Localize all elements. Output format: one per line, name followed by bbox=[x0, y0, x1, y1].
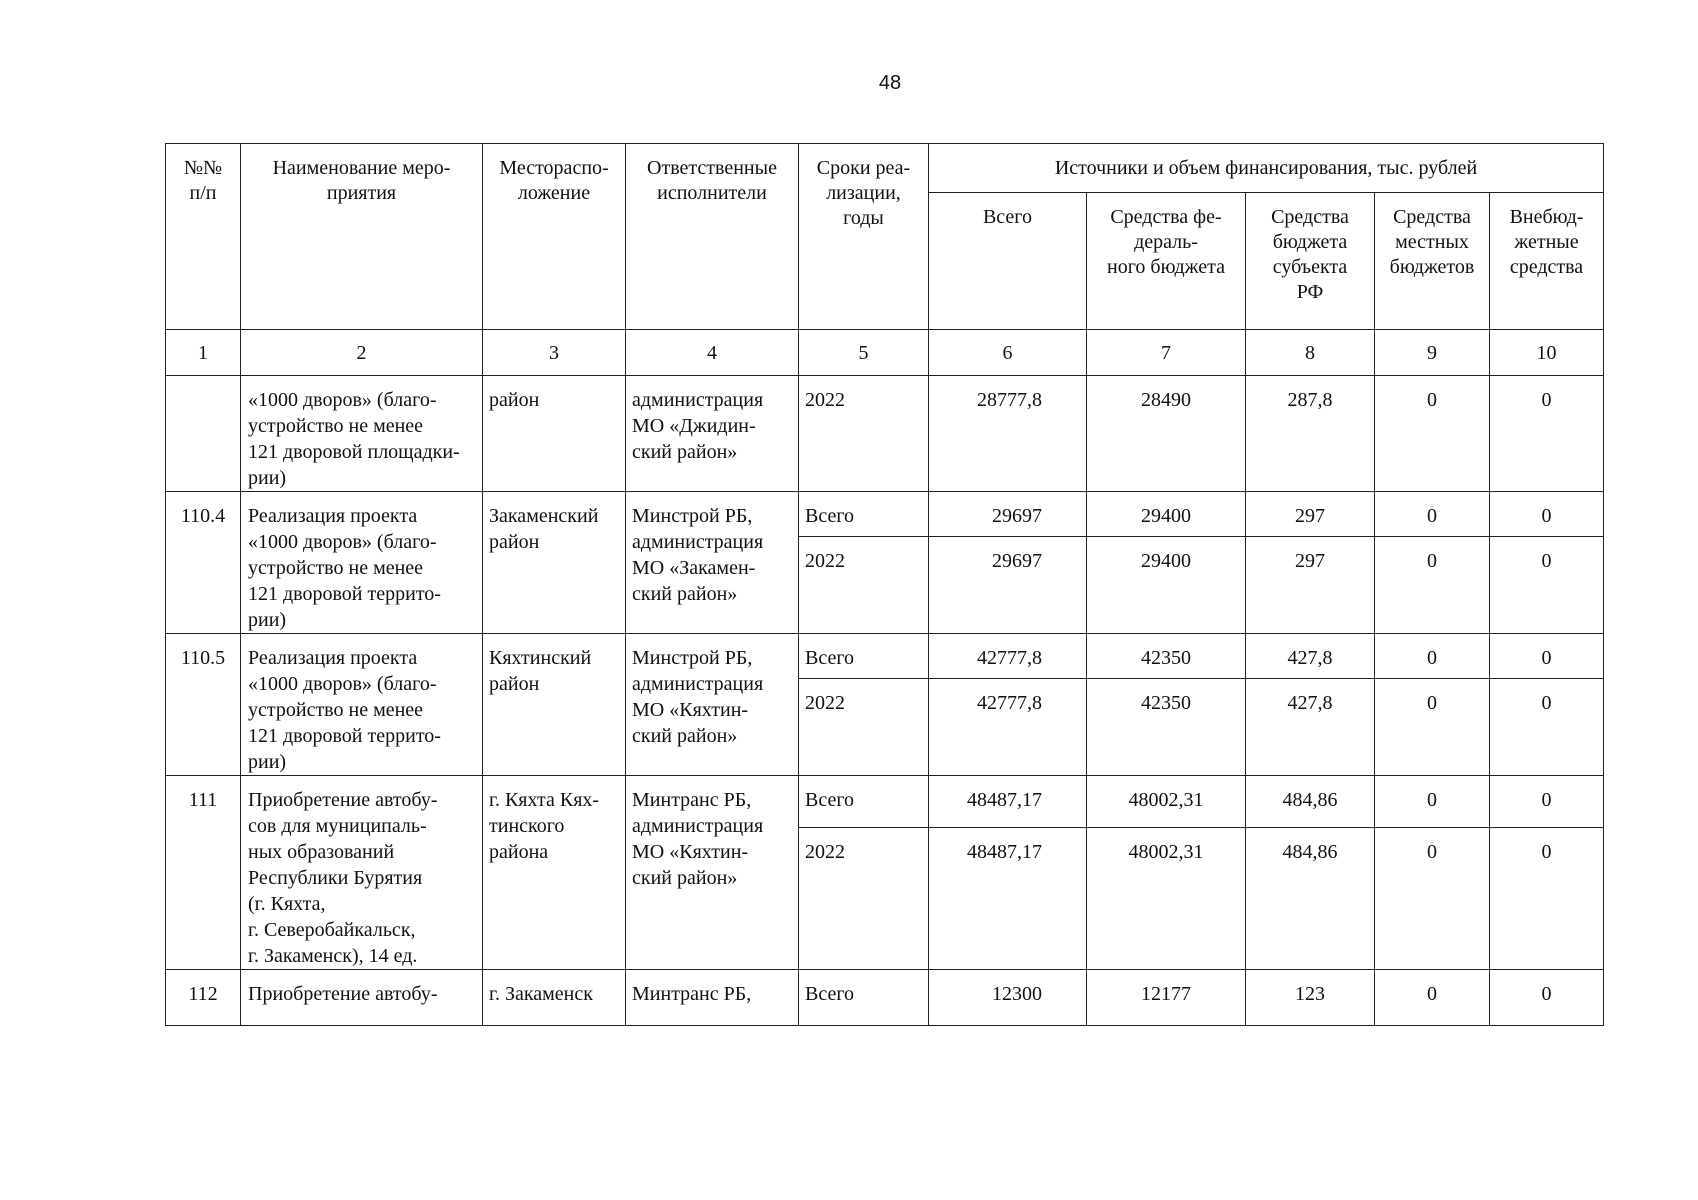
text-line: устройство не менее bbox=[248, 557, 424, 579]
text-line: средства bbox=[1509, 256, 1584, 278]
text-line: №№ bbox=[183, 157, 223, 179]
amount-regional: 123 bbox=[1246, 970, 1375, 1026]
amount-total: 42777,8 bbox=[929, 634, 1087, 679]
text-line: «1000 дворов» (благо- bbox=[248, 531, 437, 553]
header-total bbox=[929, 193, 1087, 330]
text-line: местных bbox=[1395, 231, 1469, 253]
amount-total: 29697 bbox=[929, 492, 1087, 537]
column-number: 7 bbox=[1087, 330, 1246, 376]
column-number: 1 bbox=[166, 330, 241, 376]
executors bbox=[626, 634, 799, 776]
table-row bbox=[166, 492, 1604, 537]
amount-regional: 287,8 bbox=[1246, 376, 1375, 492]
amount-federal: 42350 bbox=[1087, 634, 1246, 679]
amount-extra: 0 bbox=[1490, 679, 1604, 776]
header-row-top bbox=[166, 144, 1604, 193]
text-line: годы bbox=[843, 207, 884, 229]
executors bbox=[626, 776, 799, 970]
text-line: исполнители bbox=[657, 182, 767, 204]
text-line: г. Закаменск bbox=[489, 983, 593, 1005]
row-number: 112 bbox=[166, 970, 241, 1026]
text-line: ский район» bbox=[632, 725, 738, 747]
row-number: 110.5 bbox=[166, 634, 241, 776]
amount-local: 0 bbox=[1375, 492, 1490, 537]
text-line: район bbox=[489, 673, 540, 695]
text-line: «1000 дворов» (благо- bbox=[248, 389, 437, 411]
header-regional bbox=[1246, 193, 1375, 330]
header-period bbox=[799, 144, 929, 330]
text-line: 121 дворовой террито- bbox=[248, 725, 441, 747]
column-number: 10 bbox=[1490, 330, 1604, 376]
financing-table bbox=[165, 143, 1604, 1026]
text-line: Средства фе- bbox=[1110, 206, 1222, 228]
row-number bbox=[166, 376, 241, 492]
amount-local: 0 bbox=[1375, 634, 1490, 679]
text-line: МО «Закамен- bbox=[632, 557, 756, 579]
text-line: г. Северобайкальск, bbox=[248, 919, 416, 941]
amount-local: 0 bbox=[1375, 970, 1490, 1026]
table-row bbox=[166, 776, 1604, 828]
amount-federal: 42350 bbox=[1087, 679, 1246, 776]
row-number: 111 bbox=[166, 776, 241, 970]
amount-extra: 0 bbox=[1490, 970, 1604, 1026]
text-line: п/п bbox=[189, 182, 217, 204]
header-sources: Источники и объем финансирования, тыс. рублей bbox=[929, 144, 1604, 193]
text-line: тинского bbox=[489, 815, 565, 837]
amount-regional: 297 bbox=[1246, 492, 1375, 537]
text-line: рии) bbox=[248, 609, 287, 631]
amount-federal: 12177 bbox=[1087, 970, 1246, 1026]
amount-extra: 0 bbox=[1490, 376, 1604, 492]
period: 2022 bbox=[799, 828, 929, 970]
executors bbox=[626, 376, 799, 492]
period: Всего bbox=[799, 776, 929, 828]
text-line: Реализация проекта bbox=[248, 647, 418, 669]
amount-federal: 28490 bbox=[1087, 376, 1246, 492]
text-line: ский район» bbox=[632, 583, 738, 605]
amount-total: 48487,17 bbox=[929, 776, 1087, 828]
column-number: 6 bbox=[929, 330, 1087, 376]
text-line: 121 дворовой террито- bbox=[248, 583, 441, 605]
executors bbox=[626, 970, 799, 1026]
text-line: приятия bbox=[326, 182, 397, 204]
table-body bbox=[166, 376, 1604, 1026]
text-line: дераль- bbox=[1134, 231, 1198, 253]
amount-extra: 0 bbox=[1490, 776, 1604, 828]
period: 2022 bbox=[799, 376, 929, 492]
column-number: 5 bbox=[799, 330, 929, 376]
text-line: Минстрой РБ, bbox=[632, 505, 753, 527]
text-line: ский район» bbox=[632, 867, 738, 889]
text-line: ного бюджета bbox=[1107, 256, 1225, 278]
text-line: район bbox=[489, 531, 540, 553]
amount-total: 42777,8 bbox=[929, 679, 1087, 776]
period: Всего bbox=[799, 492, 929, 537]
amount-regional: 484,86 bbox=[1246, 776, 1375, 828]
text-line: «1000 дворов» (благо- bbox=[248, 673, 437, 695]
column-number: 2 bbox=[241, 330, 483, 376]
executors bbox=[626, 492, 799, 634]
text-line: Внебюд- bbox=[1509, 206, 1584, 228]
text-line: Минтранс РБ, bbox=[632, 983, 752, 1005]
page-number: 48 bbox=[878, 72, 902, 94]
measure-name bbox=[241, 634, 483, 776]
column-number-row bbox=[166, 330, 1604, 376]
header-federal bbox=[1087, 193, 1246, 330]
column-number: 4 bbox=[626, 330, 799, 376]
amount-total: 48487,17 bbox=[929, 828, 1087, 970]
text-line: Минтранс РБ, bbox=[632, 789, 752, 811]
period: Всего bbox=[799, 970, 929, 1026]
text-line: Закаменский bbox=[489, 505, 599, 527]
text-line: бюджета bbox=[1272, 231, 1348, 253]
amount-regional: 484,86 bbox=[1246, 828, 1375, 970]
amount-local: 0 bbox=[1375, 537, 1490, 634]
header-local bbox=[1375, 193, 1490, 330]
text-line: Реализация проекта bbox=[248, 505, 418, 527]
text-line: Приобретение автобу- bbox=[248, 983, 438, 1005]
location bbox=[483, 970, 626, 1026]
location bbox=[483, 376, 626, 492]
location bbox=[483, 776, 626, 970]
period: Всего bbox=[799, 634, 929, 679]
text-line: администрация bbox=[632, 389, 764, 411]
text-line: Местораспо- bbox=[499, 157, 609, 179]
table-row bbox=[166, 376, 1604, 492]
text-line: устройство не менее bbox=[248, 415, 424, 437]
text-line: РФ bbox=[1296, 281, 1324, 303]
location bbox=[483, 492, 626, 634]
amount-federal: 29400 bbox=[1087, 537, 1246, 634]
amount-regional: 427,8 bbox=[1246, 634, 1375, 679]
text-line: администрация bbox=[632, 531, 764, 553]
header-executors bbox=[626, 144, 799, 330]
text-line: устройство не менее bbox=[248, 699, 424, 721]
text-line: Кяхтинский bbox=[489, 647, 592, 669]
text-line: Республики Бурятия bbox=[248, 867, 423, 889]
text-line: сов для муниципаль- bbox=[248, 815, 427, 837]
header-name bbox=[241, 144, 483, 330]
amount-federal: 48002,31 bbox=[1087, 776, 1246, 828]
period: 2022 bbox=[799, 537, 929, 634]
text-line: субъекта bbox=[1272, 256, 1348, 278]
text-line: лизации, bbox=[826, 182, 901, 204]
text-line: (г. Кяхта, bbox=[248, 893, 326, 915]
text-line: администрация bbox=[632, 673, 764, 695]
text-line: г. Кяхта Кях- bbox=[489, 789, 600, 811]
measure-name bbox=[241, 776, 483, 970]
column-number: 3 bbox=[483, 330, 626, 376]
text-line: района bbox=[489, 841, 549, 863]
text-line: бюджетов bbox=[1389, 256, 1475, 278]
amount-extra: 0 bbox=[1490, 828, 1604, 970]
column-number: 8 bbox=[1246, 330, 1375, 376]
header-num bbox=[166, 144, 241, 330]
measure-name bbox=[241, 492, 483, 634]
amount-local: 0 bbox=[1375, 679, 1490, 776]
text-line: администрация bbox=[632, 815, 764, 837]
text-line: ных образований bbox=[248, 841, 395, 863]
amount-total: 28777,8 bbox=[929, 376, 1087, 492]
text-line: Приобретение автобу- bbox=[248, 789, 438, 811]
text-line: Средства bbox=[1393, 206, 1471, 228]
text-line: МО «Джидин- bbox=[632, 415, 756, 437]
text-line: 121 дворовой площадки- bbox=[248, 441, 460, 463]
measure-name bbox=[241, 376, 483, 492]
amount-local: 0 bbox=[1375, 828, 1490, 970]
text-line: Всего bbox=[982, 206, 1033, 228]
text-line: г. Закаменск), 14 ед. bbox=[248, 945, 418, 967]
amount-regional: 427,8 bbox=[1246, 679, 1375, 776]
text-line: Минстрой РБ, bbox=[632, 647, 753, 669]
column-number: 9 bbox=[1375, 330, 1490, 376]
location bbox=[483, 634, 626, 776]
text-line: жетные bbox=[1514, 231, 1579, 253]
amount-extra: 0 bbox=[1490, 537, 1604, 634]
period: 2022 bbox=[799, 679, 929, 776]
amount-federal: 29400 bbox=[1087, 492, 1246, 537]
measure-name bbox=[241, 970, 483, 1026]
text-line: рии) bbox=[248, 467, 287, 489]
text-line: МО «Кяхтин- bbox=[632, 699, 749, 721]
text-line: Средства bbox=[1271, 206, 1349, 228]
amount-local: 0 bbox=[1375, 376, 1490, 492]
amount-extra: 0 bbox=[1490, 634, 1604, 679]
amount-total: 12300 bbox=[929, 970, 1087, 1026]
amount-federal: 48002,31 bbox=[1087, 828, 1246, 970]
text-line: Наименование меро- bbox=[272, 157, 451, 179]
amount-local: 0 bbox=[1375, 776, 1490, 828]
amount-regional: 297 bbox=[1246, 537, 1375, 634]
text-line: Сроки реа- bbox=[816, 157, 911, 179]
text-line: ложение bbox=[517, 182, 591, 204]
header-location bbox=[483, 144, 626, 330]
text-line: МО «Кяхтин- bbox=[632, 841, 749, 863]
text-line: ский район» bbox=[632, 441, 738, 463]
header-extra bbox=[1490, 193, 1604, 330]
text-line: рии) bbox=[248, 751, 287, 773]
row-number: 110.4 bbox=[166, 492, 241, 634]
text-line: район bbox=[489, 389, 540, 411]
amount-extra: 0 bbox=[1490, 492, 1604, 537]
table-row bbox=[166, 634, 1604, 679]
amount-total: 29697 bbox=[929, 537, 1087, 634]
table-row bbox=[166, 970, 1604, 1026]
text-line: Ответственные bbox=[647, 157, 777, 179]
